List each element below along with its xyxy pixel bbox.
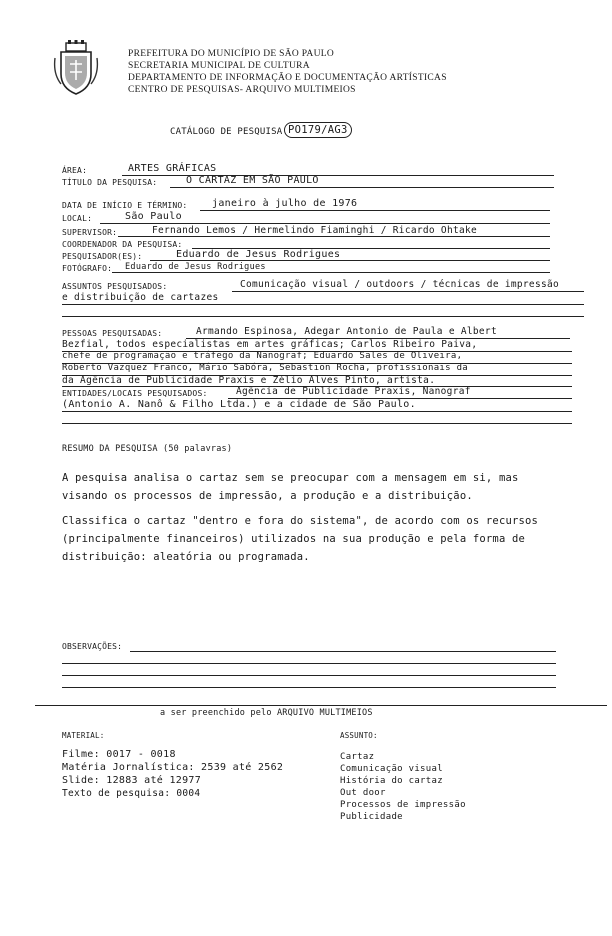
header-line-3: DEPARTAMENTO DE INFORMAÇÃO E DOCUMENTAÇÃO ARTÍSTICAS: [128, 73, 447, 83]
catalog-code: PO179/AG3: [284, 122, 352, 138]
local-label: LOCAL:: [62, 214, 93, 223]
local-value: São Paulo: [125, 211, 182, 222]
material-item: Filme: 0017 - 0018: [62, 749, 176, 760]
assuntos-label: ASSUNTOS PESQUISADOS:: [62, 282, 168, 291]
pesquisador-value: Eduardo de Jesus Rodrigues: [176, 249, 341, 260]
resumo-p1-line-2: visando os processos de impressão, a produção e a distribuição.: [62, 490, 473, 502]
assunto-item: História do cartaz: [340, 776, 443, 786]
resumo-p2-line-1: Classifica o cartaz "dentro e fora do sistema", de acordo com os recursos: [62, 515, 539, 527]
city-coat-of-arms-icon: [53, 40, 99, 96]
data-label: DATA DE INÍCIO E TÉRMINO:: [62, 201, 188, 210]
catalog-label: CATÁLOGO DE PESQUISA: [170, 127, 283, 137]
assunto-label: ASSUNTO:: [340, 731, 378, 740]
material-item: Texto de pesquisa: 0004: [62, 788, 201, 799]
header-line-2: SECRETARIA MUNICIPAL DE CULTURA: [128, 61, 310, 71]
pessoas-line-1: Armando Espinosa, Adegar Antonio de Paula e Albert: [196, 326, 497, 337]
resumo-p2-line-3: distribuição: aleatória ou programada.: [62, 551, 310, 563]
entidades-label: ENTIDADES/LOCAIS PESQUISADOS:: [62, 389, 208, 398]
titulo-label: TÍTULO DA PESQUISA:: [62, 178, 158, 187]
material-label: MATERIAL:: [62, 731, 105, 740]
assuntos-line-2: e distribuição de cartazes: [62, 292, 219, 303]
material-item: Slide: 12883 até 12977: [62, 775, 202, 786]
fotografo-label: FOTÓGRAFO:: [62, 264, 113, 273]
resumo-p1-line-1: A pesquisa analisa o cartaz sem se preocupar com a mensagem em si, mas: [62, 472, 519, 484]
assuntos-line-1: Comunicação visual / outdoors / técnicas de impressão: [240, 279, 560, 290]
arquivo-note: a ser preenchido pelo ARQUIVO MULTIMEIOS: [160, 708, 373, 718]
assunto-item: Out door: [340, 788, 386, 798]
pessoas-line-3: chefe de programação e tráfego da Nanograf; Eduardo Sales de Oliveira,: [62, 351, 463, 361]
assunto-item: Comunicação visual: [340, 764, 443, 774]
resumo-label: RESUMO DA PESQUISA (50 palavras): [62, 444, 233, 454]
header-line-4: CENTRO DE PESQUISAS- ARQUIVO MULTIMEIOS: [128, 85, 356, 95]
pessoas-label: PESSOAS PESQUISADAS:: [62, 329, 163, 338]
pessoas-line-5: da Agência de Publicidade Praxis e Zélio Alves Pinto, artista.: [62, 375, 436, 386]
area-label: ÁREA:: [62, 166, 88, 175]
supervisor-label: SUPERVISOR:: [62, 228, 118, 237]
data-value: janeiro à julho de 1976: [212, 198, 358, 209]
observacoes-label: OBSERVAÇÕES:: [62, 642, 123, 651]
titulo-value: O CARTAZ EM SÃO PAULO: [186, 175, 319, 186]
pessoas-line-4: Roberto Vazquez Franco, Mário Sabóra, Sebastion Rocha, profissionais da: [62, 363, 469, 373]
resumo-p2-line-2: (principalmente financeiros) utilizados na sua produção e pela forma de: [62, 533, 526, 545]
material-item: Matéria Jornalística: 2539 até 2562: [62, 762, 284, 773]
pesquisador-label: PESQUISADOR(ES):: [62, 252, 143, 261]
assunto-item: Publicidade: [340, 812, 403, 822]
pessoas-line-2: Bezfial, todos especialistas em artes gráficas; Carlos Ribeiro Paiva,: [62, 339, 478, 350]
entidades-line-2: (Antonio A. Nanô & Filho Ltda.) e a cidade de São Paulo.: [62, 399, 416, 410]
assunto-item: Processos de impressão: [340, 800, 466, 810]
coordenador-label: COORDENADOR DA PESQUISA:: [62, 240, 183, 249]
assunto-item: Cartaz: [340, 752, 375, 762]
header-line-1: PREFEITURA DO MUNICÍPIO DE SÃO PAULO: [128, 49, 335, 59]
supervisor-value: Fernando Lemos / Hermelindo Fiaminghi / Ricardo Ohtake: [152, 225, 478, 236]
entidades-line-1: Agência de Publicidade Praxis, Nanograf: [236, 386, 471, 397]
fotografo-value: Eduardo de Jesus Rodrigues: [125, 262, 266, 272]
area-value: ARTES GRÁFICAS: [128, 163, 217, 174]
